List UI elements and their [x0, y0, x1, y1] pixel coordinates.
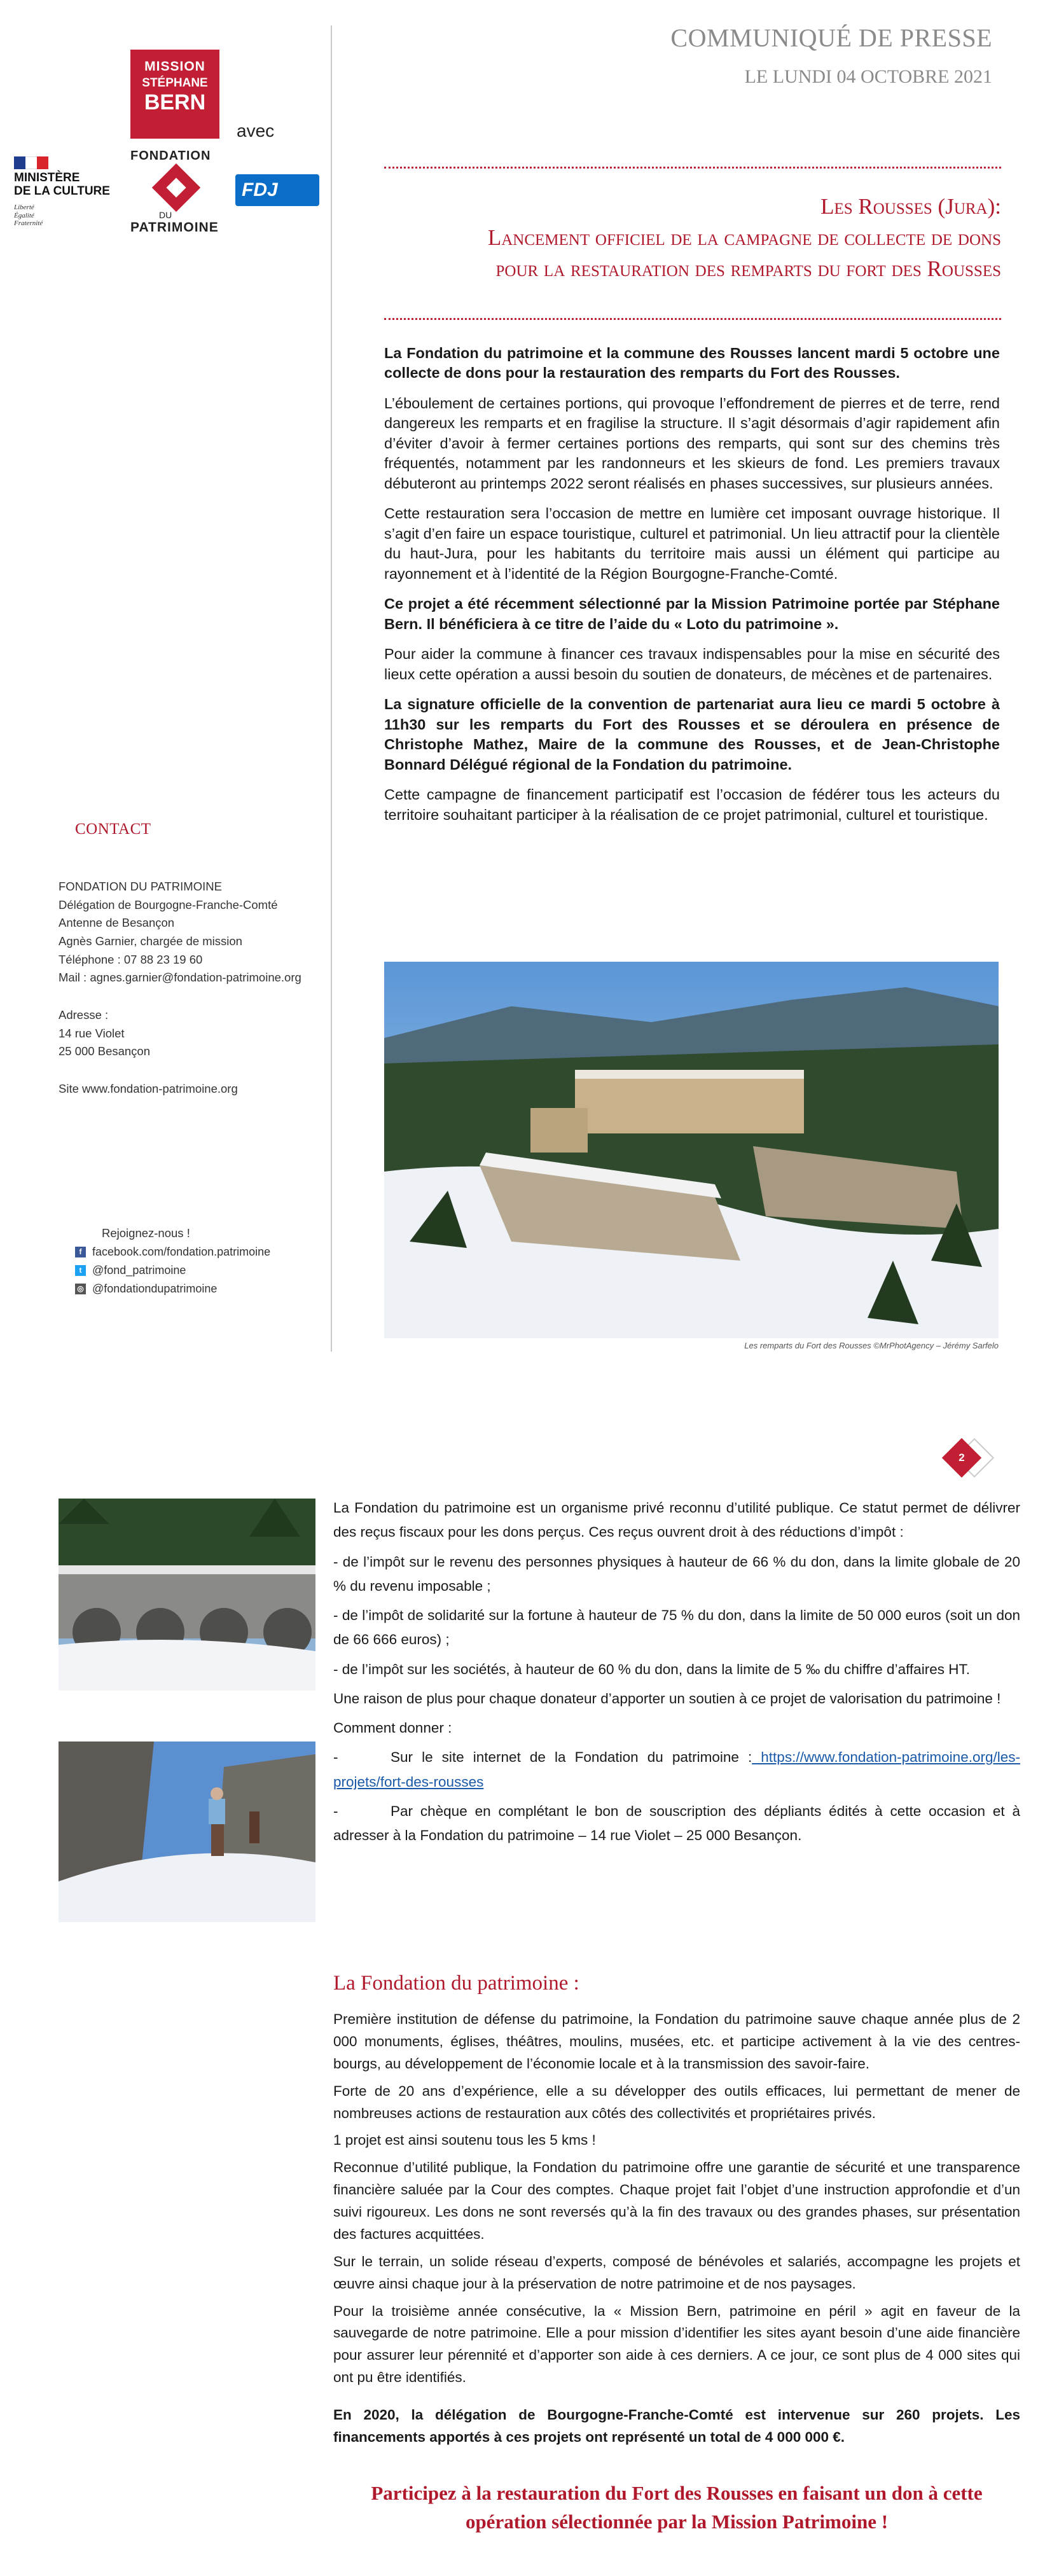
contact-title: CONTACT [75, 821, 151, 838]
photo-caption: Les remparts du Fort des Rousses ©MrPhotAgency – Jérémy Sarfelo [744, 1341, 999, 1350]
ministere-line1: MINISTÈRE [14, 171, 80, 184]
body-paragraph: Pour la troisième année consécutive, la « Mission Bern, patrimoine en péril » agit en faveur de la sauvegarde de notre patrimoine. Elle a pour mission d’identifier les sites ayant besoin d’une aide financière pour assurer leur pérennité et d’apporter son aide à ces derniers. A ce jour, ce sont plus de 4 000 sites qui ont pu être identifiés. [333, 2302, 1020, 2386]
tax-bullet: - de l’impôt sur les sociétés, à hauteur de 60 % du don, dans la limite de 5 ‰ du chiffre d’affaires HT. [333, 1661, 970, 1677]
contact-person: Agnès Garnier, chargée de mission [59, 934, 242, 948]
tax-bullet: - de l’impôt de solidarité sur la fortune à hauteur de 75 % du don, dans la limite de 50 000 euros (soit un don de 66 666 euros) ; [333, 1607, 1020, 1648]
fondation-logo-du: DU [159, 210, 172, 220]
donate-cheque-text: Par chèque en complétant le bon de souscription des dépliants édités à cette occasion et à adresser à la Fondation du patrimoine – 14 rue Violet – 25 000 Besançon. [333, 1803, 1020, 1843]
republic-motto [14, 204, 43, 228]
donate-online-text: Sur le site internet de la Fondation du patrimoine : [391, 1749, 752, 1766]
body-paragraph-bold: Ce projet a été récemment sélectionné par la Mission Patrimoine portée par Stéphane Bern. Il bénéficiera à ce titre de l’aide du « Loto du patrimoine ». [384, 595, 1000, 632]
social-facebook[interactable] [75, 1245, 270, 1259]
fort-des-rousses-photo [384, 962, 999, 1338]
body-paragraph: Pour aider la commune à financer ces travaux indispensables pour la mise en sécurité des lieux cette opération a aussi besoin du soutien de donateurs, de mécènes et de partenaires. [384, 646, 1000, 682]
ministere-line2: DE LA CULTURE [14, 184, 110, 198]
contact-phone[interactable]: Téléphone : 07 88 23 19 60 [59, 952, 203, 966]
instagram-icon: ◎ [75, 1284, 86, 1294]
page-number: 2 [959, 1451, 965, 1464]
headline [384, 191, 1001, 284]
hiker-remparts-photo [59, 1742, 315, 1922]
body-paragraph: 1 projet est ainsi soutenu tous les 5 kms ! [333, 2132, 596, 2149]
donate-cheque-item [333, 1799, 1020, 1848]
twitter-icon: t [75, 1265, 86, 1276]
donate-online-item [333, 1745, 1020, 1794]
remparts-arches-photo [59, 1499, 315, 1691]
press-release-body [384, 343, 1000, 835]
contact-block [59, 878, 326, 1098]
regional-stats: En 2020, la délégation de Bourgogne-Franche-Comté est intervenue sur 260 projets. Les financements apportés à ces projets ont représenté un total de 4 000 000 €. [333, 2407, 1020, 2445]
mission-logo-line1: MISSION [144, 59, 205, 74]
body-paragraph: Cette restauration sera l’occasion de mettre en lumière cet imposant ouvrage historique. Il s’agit d’en faire un espace touristique, culturel et patrimonial. Un lieu attractif pour la clientèle du haut-Jura, pour les habitants du territoire mais aussi un élément qui participe au rayonnement et à l’identité de la Région Bourgogne-Franche-Comté. [384, 505, 1000, 582]
facebook-icon: f [75, 1247, 86, 1257]
body-paragraph: Une raison de plus pour chaque donateur d’apporter un soutien à ce projet de valorisation du patrimoine ! [333, 1690, 1001, 1707]
headline-line3: pour la restauration des remparts du fort des Rousses [495, 256, 1001, 281]
fondation-section-title: La Fondation du patrimoine : [333, 1972, 579, 1995]
headline-top-rule [384, 167, 1001, 169]
social-twitter[interactable] [75, 1264, 186, 1277]
headline-line1: Les Rousses (Jura): [820, 194, 1001, 219]
press-release-date: LE LUNDI 04 OCTOBRE 2021 [744, 66, 992, 87]
devise-line3: Fraternité [14, 219, 43, 228]
headline-bottom-rule [384, 318, 1001, 320]
contact-antenne: Antenne de Besançon [59, 916, 175, 930]
instagram-handle[interactable]: @fondationdupatrimoine [92, 1282, 218, 1295]
twitter-handle[interactable]: @fond_patrimoine [92, 1264, 186, 1277]
devise-line1: Liberté [14, 204, 34, 211]
body-paragraph: Reconnue d’utilité publique, la Fondation du patrimoine offre une garantie de sécurité et une transparence financière saluée par la Cour des comptes. Chaque projet fait l’objet d’une instruction approfondie et d’un suivi rigoureux. Les dons ne sont reversés qu’à la fin des travaux ou des grandes phases, sur présentation des factures acquittées. [333, 2159, 1020, 2242]
lead-paragraph: La Fondation du patrimoine et la commune des Rousses lancent mardi 5 octobre une collecte de dons pour la restauration des remparts du Fort des Rousses. [384, 345, 1000, 382]
vertical-divider [331, 25, 332, 1352]
mission-bern-logo [130, 50, 219, 139]
donate-online-link[interactable]: https://www.fondation-patrimoine.org/les-projets/fort-des-rousses [333, 1749, 1020, 1790]
bullet-dash: - [333, 1803, 338, 1819]
ministere-culture-logo [14, 172, 110, 198]
call-to-action: Participez à la restauration du Fort des Rousses en faisant un don à cette opération sélectionnée par la Mission Patrimoine ! [371, 2482, 983, 2533]
devise-line2: Égalité [14, 211, 34, 219]
contact-delegation: Délégation de Bourgogne-Franche-Comté [59, 897, 278, 911]
contact-org: FONDATION DU PATRIMOINE [59, 880, 222, 893]
bullet-dash: - [333, 1749, 338, 1766]
social-heading: Rejoignez-nous ! [102, 1226, 190, 1240]
mission-logo-line2: STÉPHANE [142, 76, 208, 90]
body-paragraph: Forte de 20 ans d’expérience, elle a su développer des outils efficaces, lui permettant de mener de nombreuses actions de restauration aux côtés des collectivités et propriétaires privés. [333, 2082, 1020, 2121]
tax-info-body [333, 1496, 1020, 1853]
fondation-body [333, 2009, 1020, 2454]
body-paragraph: La Fondation du patrimoine est un organisme privé reconnu d’utilité publique. Ce statut permet de délivrer des reçus fiscaux pour les dons perçus. Ces reçus ouvrent droit à des réductions d’impôt : [333, 1500, 1020, 1541]
how-to-donate-label: Comment donner : [333, 1720, 452, 1736]
body-paragraph: Cette campagne de financement participatif est l’occasion de fédérer tous les acteurs du territoire souhaitant participer à la réalisation de ce projet patrimonial, culturel et touristique. [384, 786, 1000, 823]
contact-site[interactable]: Site www.fondation-patrimoine.org [59, 1082, 238, 1096]
fondation-logo-patrimoine: PATRIMOINE [130, 220, 219, 235]
avec-label: avec [237, 121, 275, 141]
body-paragraph: Sur le terrain, un solide réseau d’experts, composé de bénévoles et salariés, accompagne les projets et œuvre ainsi chaque jour à la préservation de notre patrimoine et de nos paysages. [333, 2253, 1020, 2292]
contact-mail[interactable]: Mail : agnes.garnier@fondation-patrimoine.org [59, 971, 301, 985]
mission-logo-line3: BERN [144, 90, 206, 114]
press-release-title: COMMUNIQUÉ DE PRESSE [670, 24, 992, 52]
address-line1: 14 rue Violet [59, 1026, 125, 1040]
body-paragraph: Première institution de défense du patrimoine, la Fondation du patrimoine sauve chaque année plus de 2 000 monuments, églises, théâtres, moulins, musées, etc. et participe activement à la vie des centres-bourgs, au développement de l’économie locale et à la transmission des savoir-faire. [333, 2011, 1020, 2072]
headline-line2: Lancement officiel de la campagne de collecte de dons [487, 225, 1001, 250]
address-line2: 25 000 Besançon [59, 1044, 151, 1058]
french-flag-icon [14, 156, 48, 169]
body-paragraph-bold: La signature officielle de la convention de partenariat aura lieu ce mardi 5 octobre à 11h30 sur les remparts du Fort des Rousses et se déroulera en présence de Christophe Mathez, Maire de la commune des Rousses, et de Jean-Christophe Bonnard Délégué régional de la Fondation du patrimoine. [384, 696, 1000, 773]
social-instagram[interactable] [75, 1282, 217, 1296]
address-label: Adresse : [59, 1008, 109, 1022]
body-paragraph: L’éboulement de certaines portions, qui provoque l’effondrement de pierres et de terre, rend dangereux les remparts et en fragilise la structure. Il s’agit désormais d’agir rapidement afin d’éviter d’avoir à fermer certaines portions des remparts, qui sont sur des chemins très fréquentés, notamment par les randonneurs et les skieurs de fond. Les premiers travaux débuteront au printemps 2022 seront réalisés en phases successives, sur plusieurs années. [384, 394, 1000, 492]
facebook-handle[interactable]: facebook.com/fondation.patrimoine [92, 1245, 271, 1258]
tax-bullet: - de l’impôt sur le revenu des personnes physiques à hauteur de 66 % du don, dans la limite globale de 20 % du revenu imposable ; [333, 1553, 1020, 1594]
fdj-logo: FDJ [235, 174, 319, 206]
fondation-logo-word: FONDATION [130, 149, 211, 163]
